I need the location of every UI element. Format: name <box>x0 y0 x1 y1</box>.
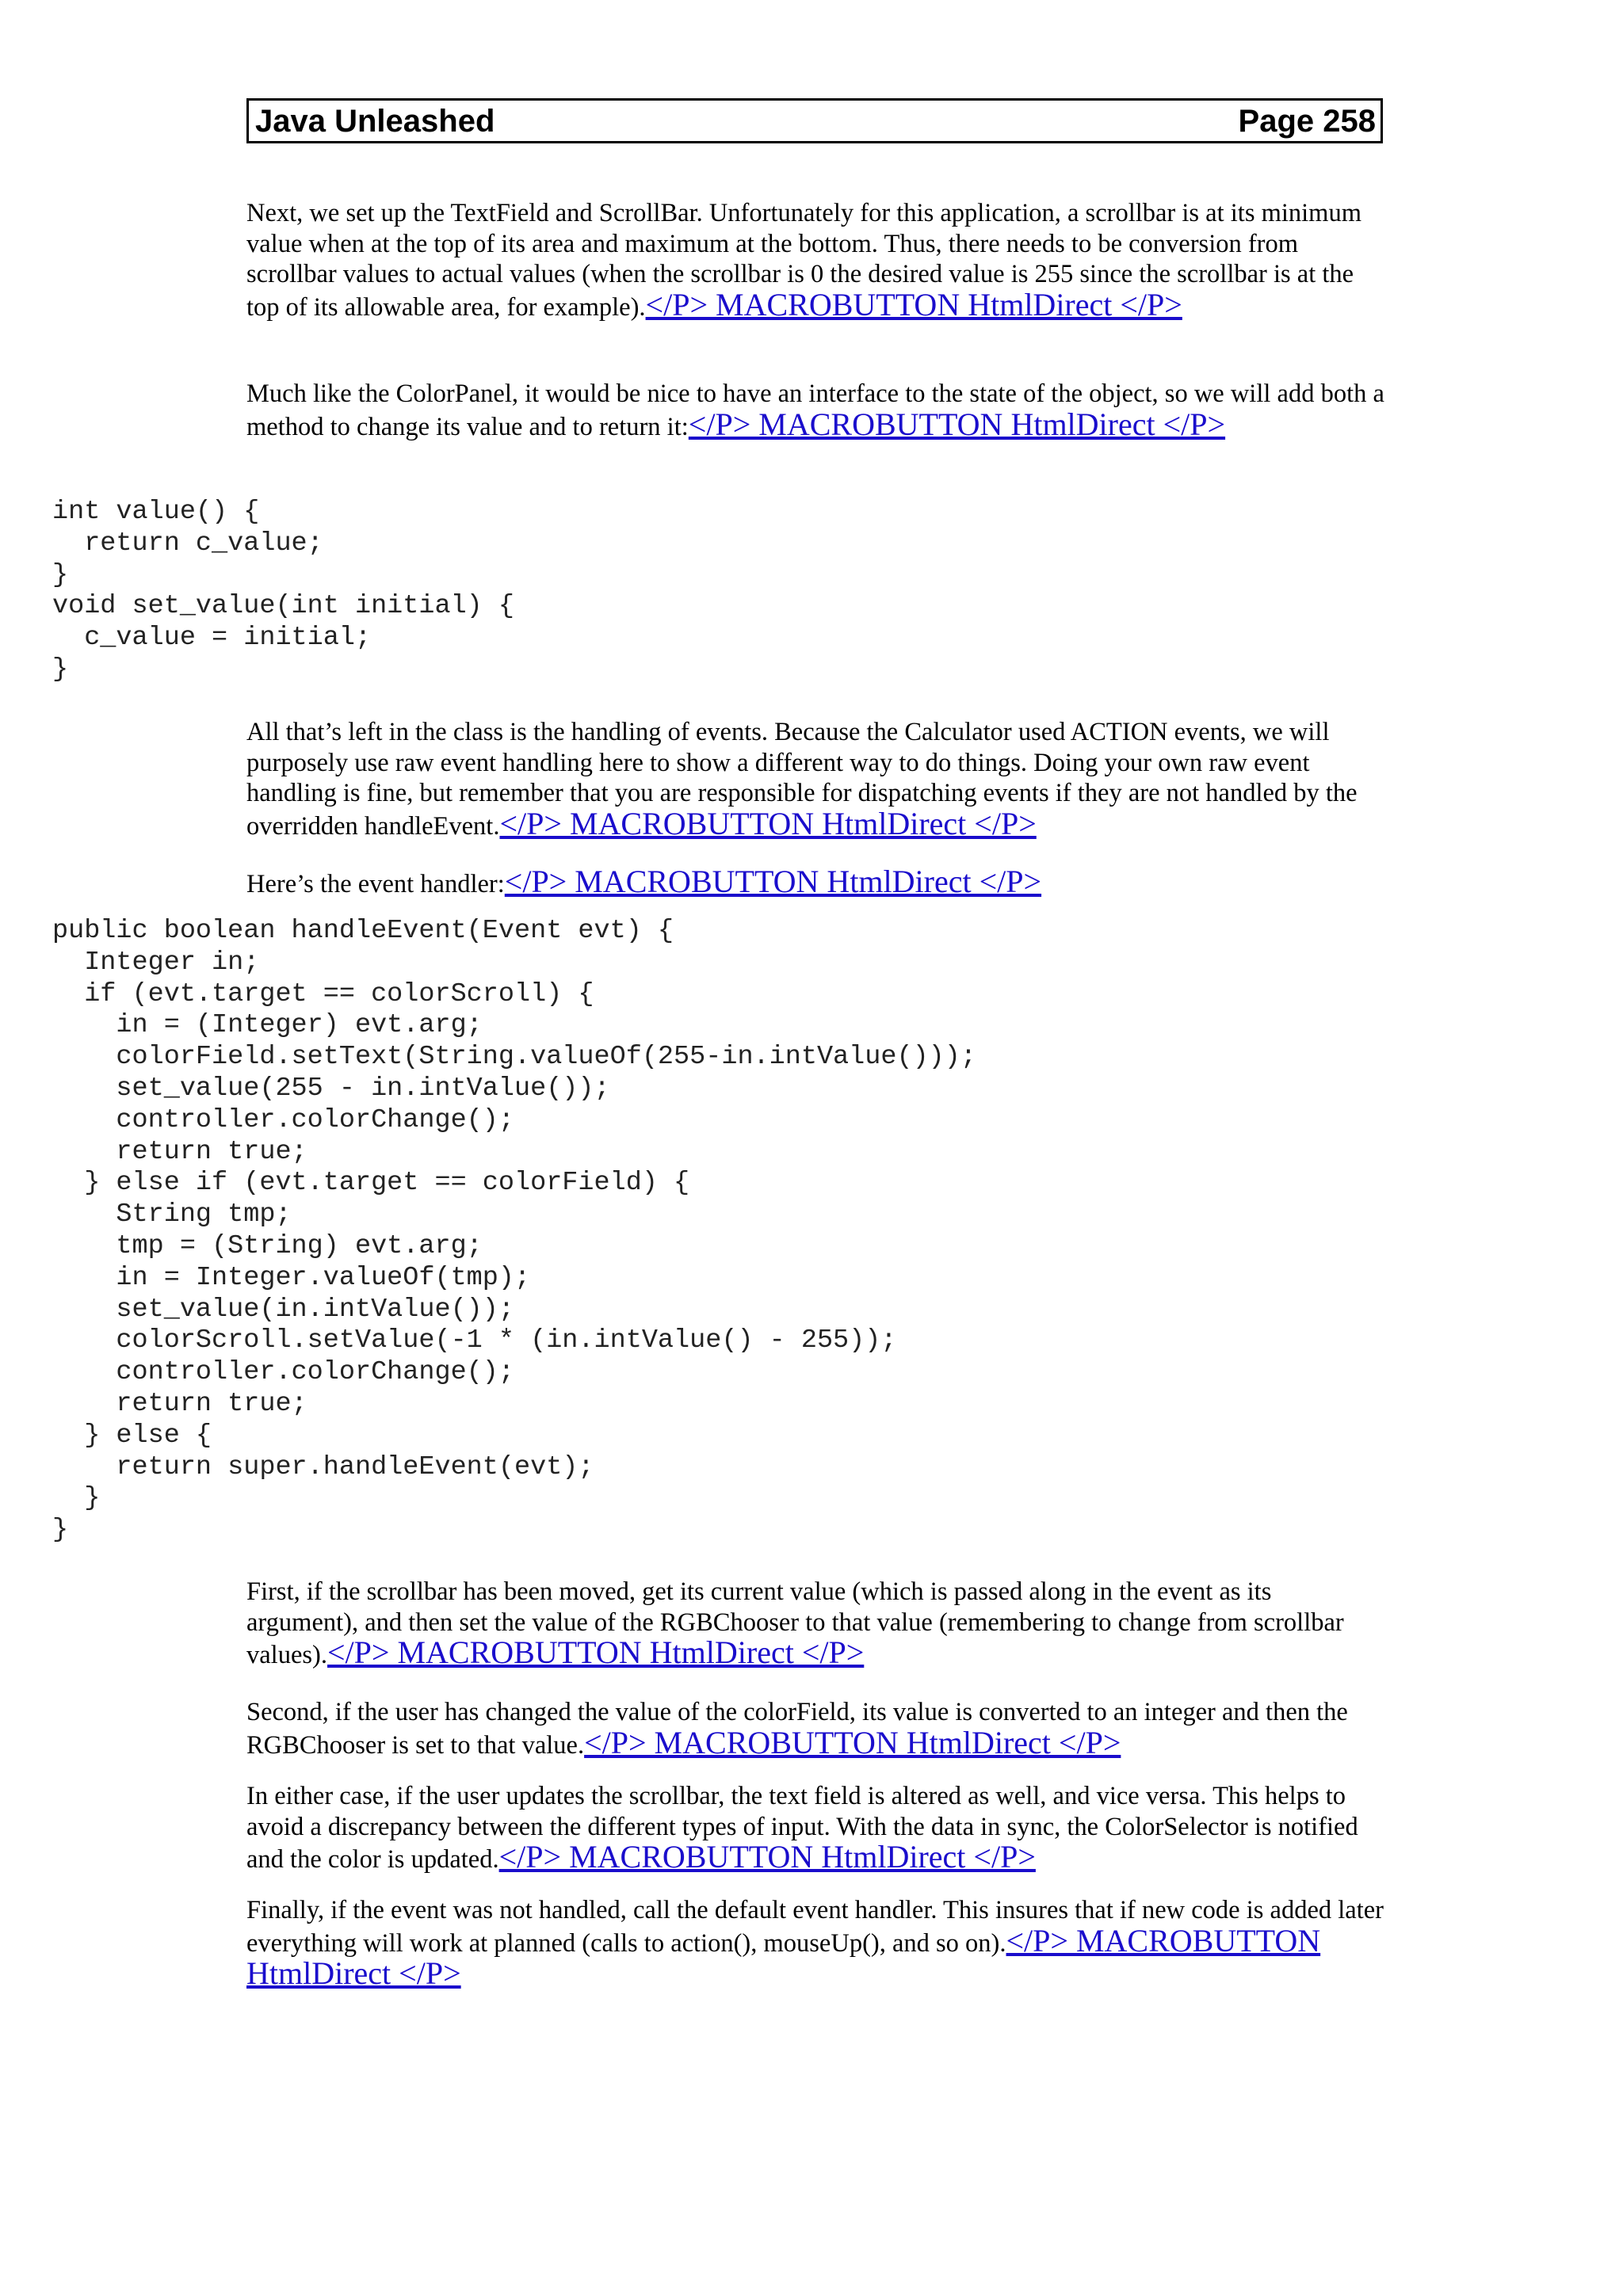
book-title: Java Unleashed <box>255 103 495 139</box>
macrobutton-link[interactable]: </P> MACROBUTTON HtmlDirect </P> <box>584 1724 1121 1760</box>
paragraph-event-handler-intro <box>246 864 1389 900</box>
page-number: Page 258 <box>1238 103 1376 139</box>
paragraph-text: Here’s the event handler: <box>246 870 505 898</box>
paragraph-text: First, if the scrollbar has been moved, get its current value (which is passed along in the event as its argument), and then set the value of the RGBChooser to that value (remembering to change from scrollbar values). <box>246 1577 1344 1669</box>
macrobutton-link[interactable]: </P> MACROBUTTON HtmlDirect </P> <box>499 805 1037 841</box>
paragraph-scrollbar-setup <box>246 198 1389 322</box>
macrobutton-link[interactable]: </P> MACROBUTTON HtmlDirect </P> <box>504 864 1042 899</box>
paragraph-text: Much like the ColorPanel, it would be nice to have an interface to the state of the object, so we will add both a method to change its value and to return it: <box>246 379 1384 441</box>
paragraph-text: Next, we set up the TextField and ScrollBar. Unfortunately for this application, a scrollbar is at its minimum value when at the top of its area and maximum at the bottom. Thus, there needs to be conversion from scrollbar values to actual values (when the scrollbar is 0 the desired value is 255 since the scrollbar is at the top of its allowable area, for example). <box>246 199 1361 322</box>
code-block-value-methods: int value() { return c_value; } void set_value(int initial) { c_value = initial; } <box>52 497 514 685</box>
macrobutton-link[interactable]: </P> MACROBUTTON HtmlDirect </P> <box>246 1922 1321 1991</box>
code-block-handle-event: public boolean handleEvent(Event evt) { Integer in; if (evt.target == colorScroll) { in = (Integer) evt.arg; colorField.setText(String.valueOf(255-in.intValue())); set_value(255 - in.intValue()); controller.colorChange(); return true; } else if (evt.target == colorField) { String tmp; tmp = (String) evt.arg; in = Integer.valueOf(tmp); set_value(in.intValue()); colorScroll.setValue(-1 * (in.intValue() - 255)); controller.colorChange(); return true; } else { return super.handleEvent(evt); } } <box>52 916 976 1546</box>
paragraph-first <box>246 1577 1389 1671</box>
paragraph-interface <box>246 379 1389 442</box>
paragraph-finally <box>246 1895 1389 1992</box>
paragraph-text: Second, if the user has changed the value of the colorField, its value is converted to an integer and then the RGBChooser is set to that value. <box>246 1698 1348 1760</box>
paragraph-text: Finally, if the event was not handled, call the default event handler. This insures that if new code is added later everything will work at planned (calls to action(), mouseUp(), and so on). <box>246 1896 1384 1958</box>
macrobutton-link[interactable]: </P> MACROBUTTON HtmlDirect </P> <box>498 1839 1036 1875</box>
paragraph-text: In either case, if the user updates the scrollbar, the text field is altered as well, and vice versa. This helps to avoid a discrepancy between the different types of input. With the data in sync, the ColorSelector is notified and the color is updated. <box>246 1782 1358 1874</box>
macrobutton-link[interactable]: </P> MACROBUTTON HtmlDirect </P> <box>688 406 1226 442</box>
paragraph-text: All that’s left in the class is the handling of events. Because the Calculator used ACTION events, we will purposely use raw event handling here to show a different way to do things. Doing your own raw event handling is fine, but remember that you are responsible for dispatching events if they are not handled by the overridden handleEvent. <box>246 718 1358 841</box>
paragraph-second <box>246 1697 1389 1760</box>
paragraph-event-handling <box>246 717 1389 841</box>
page-header <box>246 98 1383 143</box>
paragraph-either-case <box>246 1781 1389 1875</box>
macrobutton-link[interactable]: </P> MACROBUTTON HtmlDirect </P> <box>327 1634 865 1670</box>
macrobutton-link[interactable]: </P> MACROBUTTON HtmlDirect </P> <box>645 286 1182 322</box>
